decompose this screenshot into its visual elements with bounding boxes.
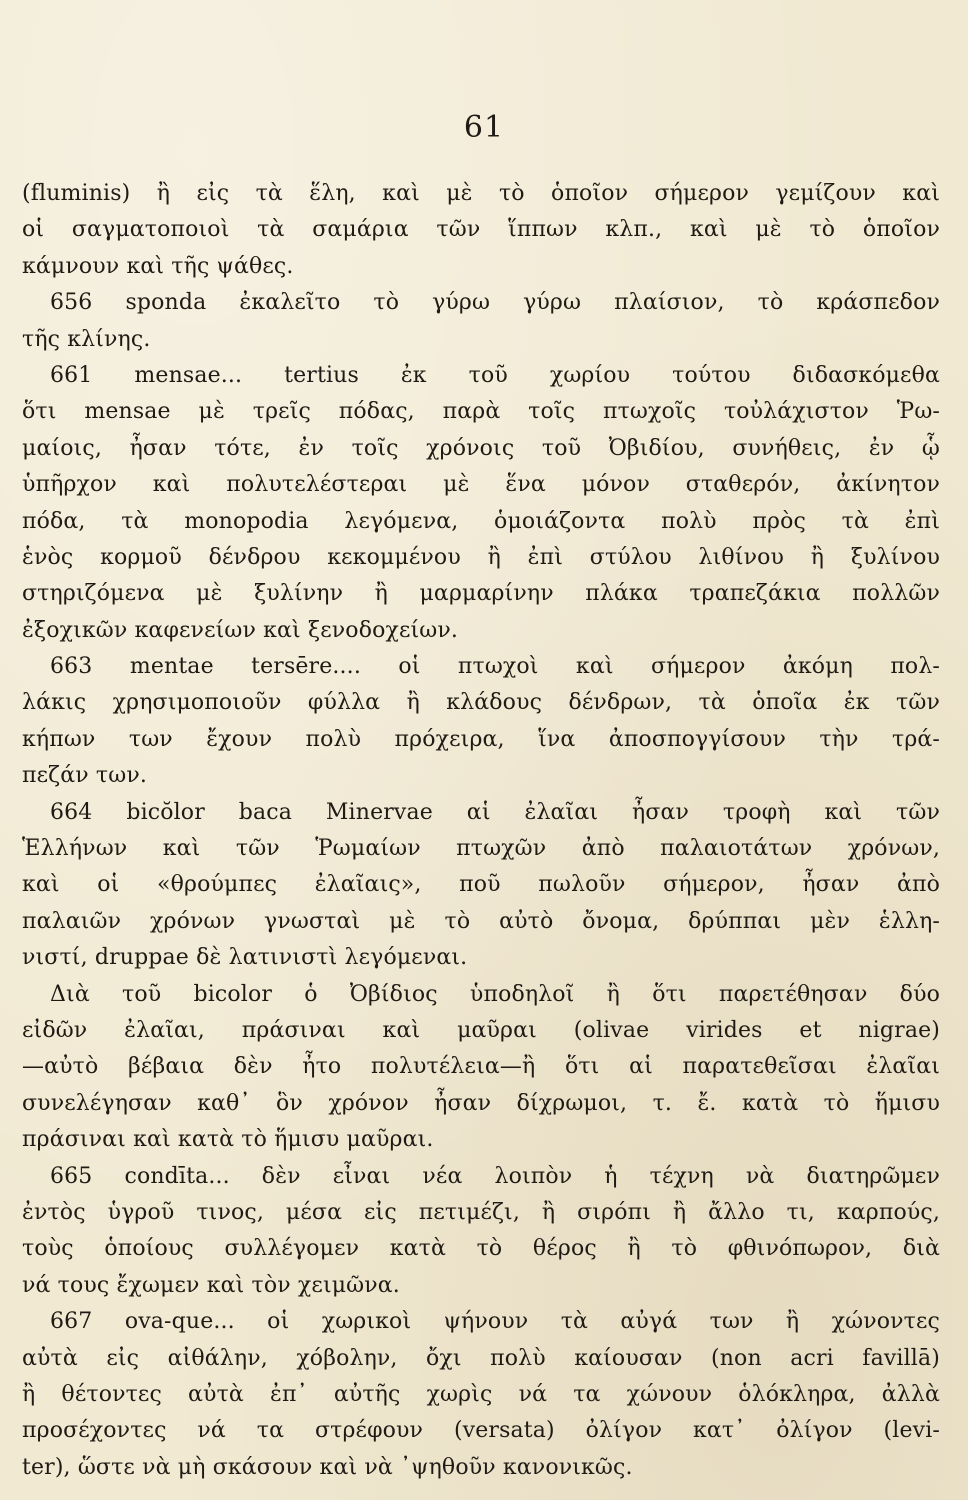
text-line: ἑνὸς κορμοῦ δένδρου κεκομμένου ἢ ἐπὶ στύλου λιθίνου ἢ ξυλίνου — [22, 544, 940, 570]
text-line: οἱ σαγματοποιοὶ τὰ σαμάρια τῶν ἵππων κλπ., καὶ μὲ τὸ ὁποῖον — [22, 217, 940, 243]
text-line: 665 condīta... δὲν εἶναι νέα λοιπὸν ἡ τέχνη νὰ διατηρῶμεν — [50, 1163, 940, 1189]
text-line: νιστί, druppae δὲ λατινιστὶ λεγόμεναι. — [22, 945, 468, 971]
text-line: ἐντὸς ὑγροῦ τινος, μέσα εἰς πετιμέζι, ἢ σιρόπι ἢ ἄλλο τι, καρπούς, — [22, 1199, 940, 1225]
text-line: κάμνουν καὶ τῆς ψάθες. — [22, 253, 294, 279]
page-number: 61 — [463, 110, 505, 145]
text-line: 661 mensae... tertius ἐκ τοῦ χωρίου τούτου διδασκόμεθα — [50, 362, 940, 388]
text-line: ὑπῆρχον καὶ πολυτελέστεραι μὲ ἕνα μόνον σταθερόν, ἀκίνητον — [22, 472, 940, 498]
text-line: μαίοις, ἦσαν τότε, ἐν τοῖς χρόνοις τοῦ Ὀβιδίου, συνήθεις, ἐν ᾧ — [22, 435, 940, 461]
text-line: ἐξοχικῶν καφενείων καὶ ξενοδοχείων. — [22, 617, 459, 643]
text-line: —αὐτὸ βέβαια δὲν ἦτο πολυτέλεια—ἢ ὅτι αἱ παρατεθεῖσαι ἐλαῖαι — [22, 1054, 940, 1080]
text-line: 663 mentae tersēre.... οἱ πτωχοὶ καὶ σήμερον ἀκόμη πολ- — [50, 654, 940, 680]
text-line: ter), ὥστε νὰ μὴ σκάσουν καὶ νὰ ᾽ψηθοῦν κανονικῶς. — [22, 1454, 633, 1480]
text-line: πόδα, τὰ monopodia λεγόμενα, ὁμοιάζοντα πολὺ πρὸς τὰ ἐπὶ — [22, 508, 940, 534]
text-line: κήπων των ἔχουν πολὺ πρόχειρα, ἵνα ἀποσπογγίσουν τὴν τρά- — [22, 726, 940, 752]
text-line: παλαιῶν χρόνων γνωσταὶ μὲ τὸ αὐτὸ ὄνομα, δρύππαι μὲν ἑλλη- — [22, 908, 940, 934]
text-line: πράσιναι καὶ κατὰ τὸ ἥμισυ μαῦραι. — [22, 1127, 434, 1153]
text-line: νά τους ἔχωμεν καὶ τὸν χειμῶνα. — [22, 1272, 400, 1298]
text-line: στηριζόμενα μὲ ξυλίνην ἢ μαρμαρίνην πλάκα τραπεζάκια πολλῶν — [22, 581, 940, 607]
text-line: 656 sponda ἐκαλεῖτο τὸ γύρω γύρω πλαίσιον, τὸ κράσπεδον — [50, 290, 940, 316]
text-line: πεζάν των. — [22, 763, 147, 789]
text-line: 667 ova-que... οἱ χωρικοὶ ψήνουν τὰ αὐγά των ἢ χώνοντες — [50, 1309, 940, 1335]
text-line: τῆς κλίνης. — [22, 326, 151, 352]
text-line: εἰδῶν ἐλαῖαι, πράσιναι καὶ μαῦραι (olivae virides et nigrae) — [22, 1017, 940, 1043]
text-line: προσέχοντες νά τα στρέφουν (versata) ὀλίγον κατ᾽ ὀλίγον (levi- — [22, 1418, 940, 1444]
text-line: τοὺς ὁποίους συλλέγομεν κατὰ τὸ θέρος ἢ τὸ φθινόπωρον, διὰ — [22, 1236, 940, 1262]
commentary-text — [22, 176, 940, 1486]
text-line: ἢ θέτοντες αὐτὰ ἐπ᾽ αὐτῆς χωρὶς νά τα χώνουν ὁλόκληρα, ἀλλὰ — [22, 1381, 940, 1407]
text-line: Ἑλλήνων καὶ τῶν Ῥωμαίων πτωχῶν ἀπὸ παλαιοτάτων χρόνων, — [22, 836, 940, 862]
text-line: Διὰ τοῦ bicolor ὁ Ὀβίδιος ὑποδηλοῖ ἢ ὅτι παρετέθησαν δύο — [50, 981, 940, 1007]
text-line: καὶ οἱ «θρούμπες ἐλαῖαις», ποῦ πωλοῦν σήμερον, ἦσαν ἀπὸ — [22, 872, 940, 898]
text-line: αὐτὰ εἰς αἰθάλην, χόβολην, ὄχι πολὺ καίουσαν (non acri favillā) — [22, 1345, 940, 1371]
text-line: 664 bicŏlor baca Minervae αἱ ἐλαῖαι ἦσαν τροφὴ καὶ τῶν — [50, 799, 940, 825]
text-line: ὅτι mensae μὲ τρεῖς πόδας, παρὰ τοῖς πτωχοῖς τοὐλάχιστον Ῥω- — [22, 399, 940, 425]
text-line: λάκις χρησιμοποιοῦν φύλλα ἢ κλάδους δένδρων, τὰ ὁποῖα ἐκ τῶν — [22, 690, 940, 716]
text-line: (fluminis) ἢ εἰς τὰ ἕλη, καὶ μὲ τὸ ὁποῖον σήμερον γεμίζουν καὶ — [22, 181, 940, 206]
text-line: συνελέγησαν καθ᾽ ὃν χρόνον ἦσαν δίχρωμοι, τ. ἔ. κατὰ τὸ ἥμισυ — [22, 1090, 940, 1116]
